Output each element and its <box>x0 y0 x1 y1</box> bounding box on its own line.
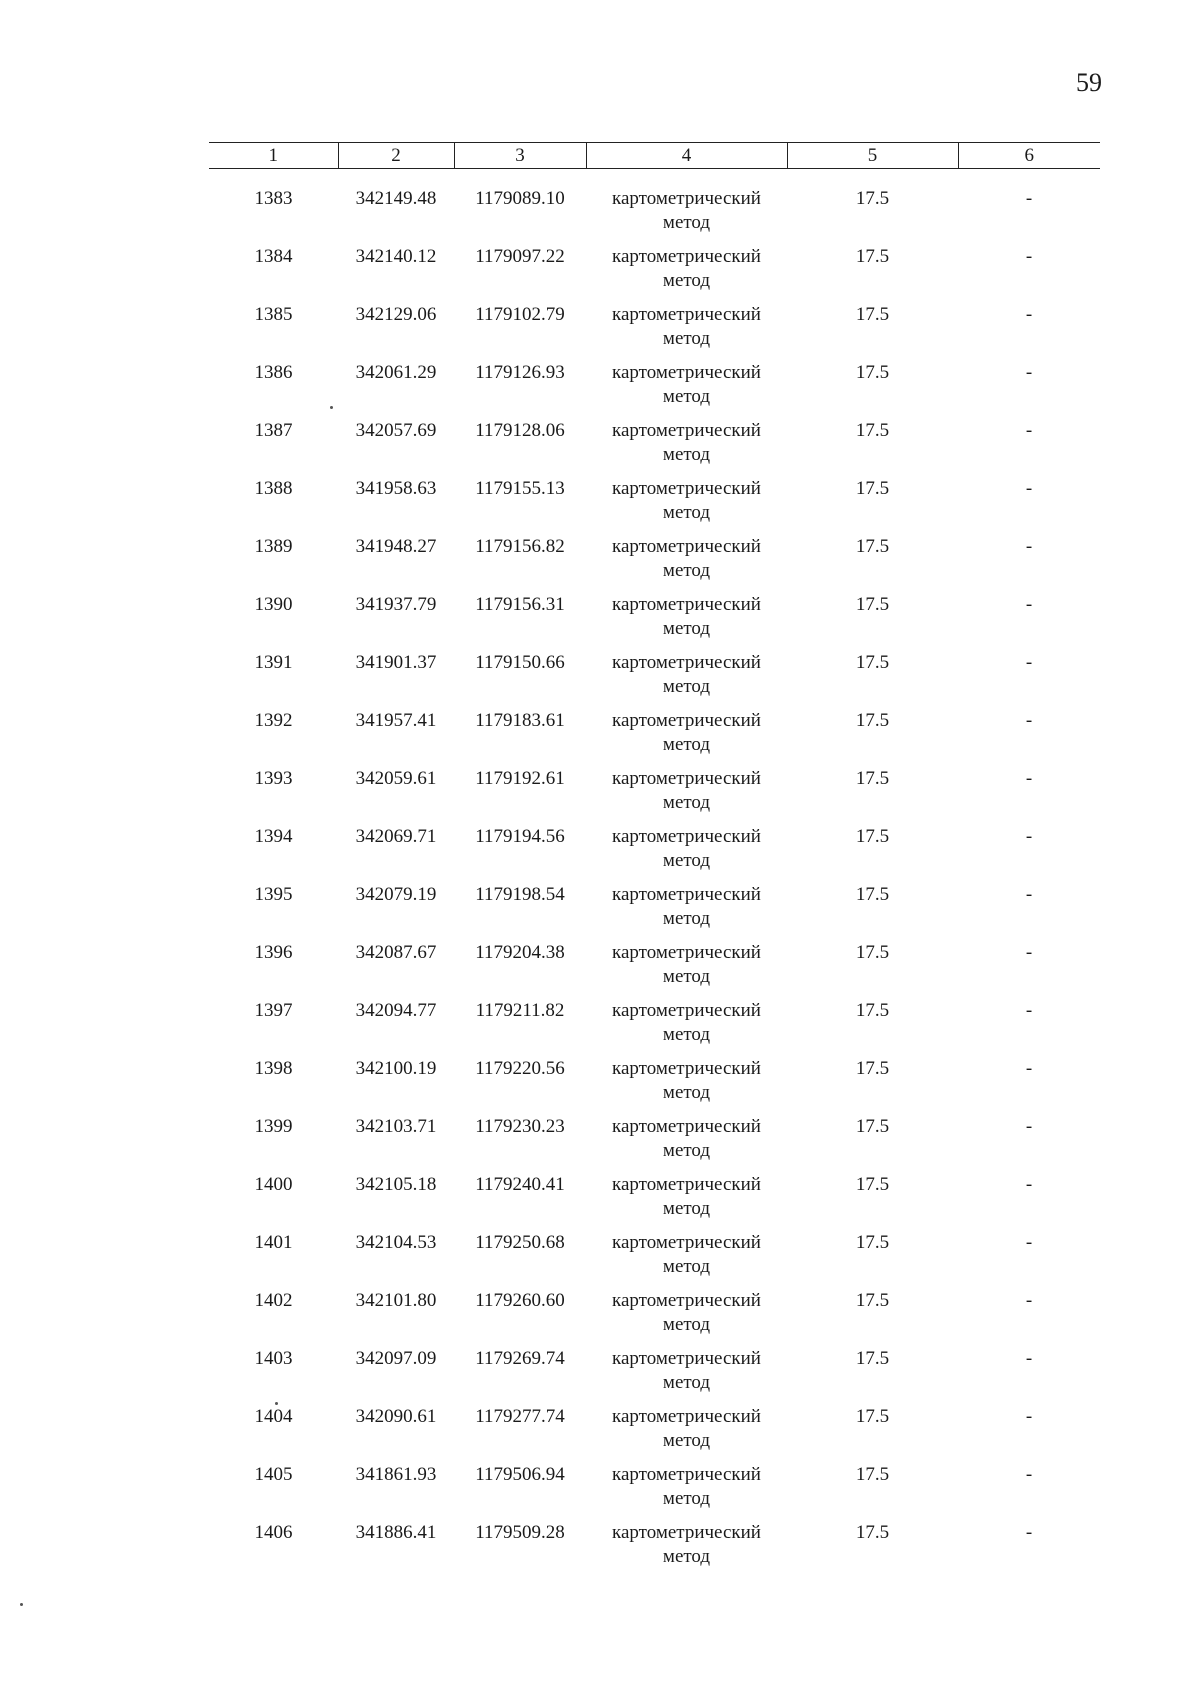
page-number: 59 <box>1076 68 1102 97</box>
coordinate-x: 342097.09 <box>355 1348 437 1369</box>
coordinates-table <box>209 142 1100 1579</box>
accuracy-value: 17.5 <box>855 420 890 441</box>
accuracy-value: 17.5 <box>855 1348 890 1369</box>
point-number: 1395 <box>254 884 293 905</box>
table-row <box>209 941 1100 999</box>
note-value: - <box>1025 1464 1033 1485</box>
method-line: метод <box>662 560 711 581</box>
coordinate-x: 342129.06 <box>355 304 437 325</box>
note-value: - <box>1025 594 1033 615</box>
method-cell <box>586 593 787 651</box>
table-row <box>209 1405 1100 1463</box>
accuracy-value: 17.5 <box>855 1232 890 1253</box>
method-line: картометрический <box>612 826 761 847</box>
method-cell <box>586 1289 787 1347</box>
table-row <box>209 651 1100 709</box>
accuracy-value: 17.5 <box>855 768 890 789</box>
table-header <box>209 143 1100 169</box>
note-value: - <box>1025 826 1033 847</box>
accuracy-value: 17.5 <box>855 1522 890 1543</box>
method-cell <box>586 1173 787 1231</box>
method-line: картометрический <box>612 1116 761 1137</box>
method-line: метод <box>662 676 711 697</box>
method-line: метод <box>662 1546 711 1567</box>
note-value: - <box>1025 420 1033 441</box>
coordinate-y: 1179097.22 <box>475 246 565 267</box>
point-number: 1404 <box>254 1406 293 1427</box>
method-line: картометрический <box>612 1290 761 1311</box>
coordinate-x: 342149.48 <box>355 188 437 209</box>
note-value: - <box>1025 942 1033 963</box>
point-number: 1398 <box>254 1058 293 1079</box>
method-line: картометрический <box>612 942 761 963</box>
scan-speck <box>330 406 333 409</box>
point-number: 1389 <box>254 536 293 557</box>
coordinate-x: 341957.41 <box>355 710 437 731</box>
method-cell <box>586 883 787 941</box>
point-number: 1396 <box>254 942 293 963</box>
method-line: картометрический <box>612 478 761 499</box>
method-line: картометрический <box>612 1174 761 1195</box>
column-header-1: 1 <box>209 143 338 169</box>
method-line: метод <box>662 792 711 813</box>
coordinate-y: 1179260.60 <box>475 1290 565 1311</box>
method-line: метод <box>662 1024 711 1045</box>
method-line: метод <box>662 386 711 407</box>
accuracy-value: 17.5 <box>855 1464 890 1485</box>
method-cell <box>586 1231 787 1289</box>
point-number: 1393 <box>254 768 293 789</box>
coordinate-y: 1179240.41 <box>475 1174 565 1195</box>
coordinate-y: 1179194.56 <box>475 826 565 847</box>
coordinate-y: 1179126.93 <box>475 362 565 383</box>
coordinate-y: 1179506.94 <box>475 1464 565 1485</box>
coordinate-y: 1179198.54 <box>475 884 565 905</box>
method-line: картометрический <box>612 246 761 267</box>
coordinate-x: 342140.12 <box>355 246 437 267</box>
method-cell <box>586 169 787 246</box>
method-line: картометрический <box>612 1348 761 1369</box>
table-row <box>209 1115 1100 1173</box>
method-cell <box>586 1115 787 1173</box>
method-cell <box>586 1521 787 1579</box>
point-number: 1400 <box>254 1174 293 1195</box>
coordinate-y: 1179155.13 <box>475 478 565 499</box>
coordinate-y: 1179102.79 <box>475 304 565 325</box>
point-number: 1406 <box>254 1522 293 1543</box>
table-row <box>209 1347 1100 1405</box>
method-line: картометрический <box>612 304 761 325</box>
coordinate-y: 1179277.74 <box>475 1406 565 1427</box>
method-line: метод <box>662 444 711 465</box>
note-value: - <box>1025 1522 1033 1543</box>
table-row <box>209 825 1100 883</box>
method-line: метод <box>662 734 711 755</box>
method-line: метод <box>662 850 711 871</box>
accuracy-value: 17.5 <box>855 652 890 673</box>
method-cell <box>586 535 787 593</box>
point-number: 1390 <box>254 594 293 615</box>
accuracy-value: 17.5 <box>855 826 890 847</box>
table-row <box>209 1057 1100 1115</box>
method-line: метод <box>662 1488 711 1509</box>
column-header-3: 3 <box>454 143 586 169</box>
accuracy-value: 17.5 <box>855 246 890 267</box>
note-value: - <box>1025 1232 1033 1253</box>
table-row <box>209 361 1100 419</box>
note-value: - <box>1025 768 1033 789</box>
method-line: метод <box>662 1372 711 1393</box>
note-value: - <box>1025 1058 1033 1079</box>
header-row <box>209 143 1100 169</box>
accuracy-value: 17.5 <box>855 304 890 325</box>
coordinate-y: 1179183.61 <box>475 710 565 731</box>
table-row <box>209 1463 1100 1521</box>
note-value: - <box>1025 1116 1033 1137</box>
method-cell <box>586 651 787 709</box>
coordinate-y: 1179204.38 <box>475 942 565 963</box>
table-row <box>209 999 1100 1057</box>
coordinate-x: 341958.63 <box>355 478 437 499</box>
accuracy-value: 17.5 <box>855 594 890 615</box>
coordinate-x: 342104.53 <box>355 1232 437 1253</box>
coordinate-x: 342103.71 <box>355 1116 437 1137</box>
method-cell <box>586 361 787 419</box>
note-value: - <box>1025 710 1033 731</box>
method-cell <box>586 1463 787 1521</box>
coordinate-x: 342094.77 <box>355 1000 437 1021</box>
coordinate-x: 341886.41 <box>355 1522 437 1543</box>
coordinate-x: 342059.61 <box>355 768 437 789</box>
coordinate-x: 341937.79 <box>355 594 437 615</box>
point-number: 1399 <box>254 1116 293 1137</box>
table-body <box>209 169 1100 1580</box>
method-line: картометрический <box>612 710 761 731</box>
method-cell <box>586 1347 787 1405</box>
note-value: - <box>1025 188 1033 209</box>
accuracy-value: 17.5 <box>855 362 890 383</box>
method-line: картометрический <box>612 1522 761 1543</box>
accuracy-value: 17.5 <box>855 188 890 209</box>
table-row <box>209 303 1100 361</box>
coordinate-y: 1179250.68 <box>475 1232 565 1253</box>
point-number: 1397 <box>254 1000 293 1021</box>
coordinate-x: 342105.18 <box>355 1174 437 1195</box>
note-value: - <box>1025 362 1033 383</box>
accuracy-value: 17.5 <box>855 1174 890 1195</box>
accuracy-value: 17.5 <box>855 710 890 731</box>
note-value: - <box>1025 652 1033 673</box>
table-row <box>209 593 1100 651</box>
accuracy-value: 17.5 <box>855 536 890 557</box>
coordinate-y: 1179269.74 <box>475 1348 565 1369</box>
note-value: - <box>1025 1406 1033 1427</box>
coordinate-x: 342101.80 <box>355 1290 437 1311</box>
method-line: картометрический <box>612 188 761 209</box>
column-header-5: 5 <box>787 143 958 169</box>
scan-speck <box>275 1402 278 1405</box>
coordinate-y: 1179089.10 <box>475 188 565 209</box>
method-cell <box>586 941 787 999</box>
accuracy-value: 17.5 <box>855 942 890 963</box>
method-line: картометрический <box>612 1406 761 1427</box>
accuracy-value: 17.5 <box>855 1406 890 1427</box>
coordinate-y: 1179128.06 <box>475 420 565 441</box>
table-row <box>209 709 1100 767</box>
method-line: метод <box>662 1430 711 1451</box>
accuracy-value: 17.5 <box>855 478 890 499</box>
note-value: - <box>1025 884 1033 905</box>
point-number: 1392 <box>254 710 293 731</box>
method-cell <box>586 1057 787 1115</box>
coordinate-x: 342087.67 <box>355 942 437 963</box>
coordinate-x: 341861.93 <box>355 1464 437 1485</box>
method-cell <box>586 999 787 1057</box>
method-cell <box>586 709 787 767</box>
coordinate-y: 1179230.23 <box>475 1116 565 1137</box>
note-value: - <box>1025 1290 1033 1311</box>
coordinate-y: 1179156.31 <box>475 594 565 615</box>
method-line: картометрический <box>612 594 761 615</box>
method-line: метод <box>662 966 711 987</box>
table-row <box>209 1173 1100 1231</box>
method-line: метод <box>662 502 711 523</box>
method-cell <box>586 419 787 477</box>
table-row <box>209 767 1100 825</box>
method-line: метод <box>662 908 711 929</box>
method-line: картометрический <box>612 652 761 673</box>
table-row <box>209 245 1100 303</box>
table-row <box>209 1289 1100 1347</box>
method-line: картометрический <box>612 1058 761 1079</box>
coordinate-x: 342100.19 <box>355 1058 437 1079</box>
accuracy-value: 17.5 <box>855 1058 890 1079</box>
point-number: 1386 <box>254 362 293 383</box>
note-value: - <box>1025 478 1033 499</box>
coordinate-x: 342079.19 <box>355 884 437 905</box>
table-row <box>209 169 1100 246</box>
table-row <box>209 1231 1100 1289</box>
method-cell <box>586 303 787 361</box>
accuracy-value: 17.5 <box>855 1116 890 1137</box>
note-value: - <box>1025 536 1033 557</box>
method-line: картометрический <box>612 536 761 557</box>
coordinate-x: 342061.29 <box>355 362 437 383</box>
accuracy-value: 17.5 <box>855 1290 890 1311</box>
method-cell <box>586 825 787 883</box>
coordinate-y: 1179211.82 <box>475 1000 565 1021</box>
coordinate-x: 341948.27 <box>355 536 437 557</box>
point-number: 1388 <box>254 478 293 499</box>
method-cell <box>586 767 787 825</box>
method-line: метод <box>662 1256 711 1277</box>
table-row <box>209 883 1100 941</box>
method-line: картометрический <box>612 884 761 905</box>
point-number: 1384 <box>254 246 293 267</box>
point-number: 1394 <box>254 826 293 847</box>
coordinate-x: 342069.71 <box>355 826 437 847</box>
method-cell <box>586 245 787 303</box>
point-number: 1402 <box>254 1290 293 1311</box>
method-line: метод <box>662 212 711 233</box>
coordinate-y: 1179192.61 <box>475 768 565 789</box>
coordinate-y: 1179150.66 <box>475 652 565 673</box>
coordinate-y: 1179220.56 <box>475 1058 565 1079</box>
coordinate-x: 341901.37 <box>355 652 437 673</box>
accuracy-value: 17.5 <box>855 1000 890 1021</box>
method-line: картометрический <box>612 362 761 383</box>
note-value: - <box>1025 304 1033 325</box>
method-line: картометрический <box>612 1464 761 1485</box>
point-number: 1383 <box>254 188 293 209</box>
method-line: метод <box>662 1082 711 1103</box>
table-row <box>209 535 1100 593</box>
method-line: картометрический <box>612 1000 761 1021</box>
method-line: картометрический <box>612 768 761 789</box>
method-line: метод <box>662 1140 711 1161</box>
coordinate-y: 1179156.82 <box>475 536 565 557</box>
table-row <box>209 1521 1100 1579</box>
column-header-2: 2 <box>338 143 454 169</box>
point-number: 1401 <box>254 1232 293 1253</box>
point-number: 1385 <box>254 304 293 325</box>
note-value: - <box>1025 1000 1033 1021</box>
method-cell <box>586 1405 787 1463</box>
note-value: - <box>1025 1348 1033 1369</box>
method-line: картометрический <box>612 420 761 441</box>
point-number: 1391 <box>254 652 293 673</box>
method-line: картометрический <box>612 1232 761 1253</box>
note-value: - <box>1025 1174 1033 1195</box>
method-cell <box>586 477 787 535</box>
method-line: метод <box>662 1314 711 1335</box>
coordinate-x: 342057.69 <box>355 420 437 441</box>
method-line: метод <box>662 328 711 349</box>
table-row <box>209 419 1100 477</box>
method-line: метод <box>662 270 711 291</box>
scan-speck <box>20 1603 23 1606</box>
coordinate-y: 1179509.28 <box>475 1522 565 1543</box>
method-line: метод <box>662 618 711 639</box>
coordinate-x: 342090.61 <box>355 1406 437 1427</box>
method-line: метод <box>662 1198 711 1219</box>
column-header-6: 6 <box>958 143 1100 169</box>
column-header-4: 4 <box>586 143 787 169</box>
table-row <box>209 477 1100 535</box>
point-number: 1405 <box>254 1464 293 1485</box>
point-number: 1403 <box>254 1348 293 1369</box>
note-value: - <box>1025 246 1033 267</box>
point-number: 1387 <box>254 420 293 441</box>
accuracy-value: 17.5 <box>855 884 890 905</box>
